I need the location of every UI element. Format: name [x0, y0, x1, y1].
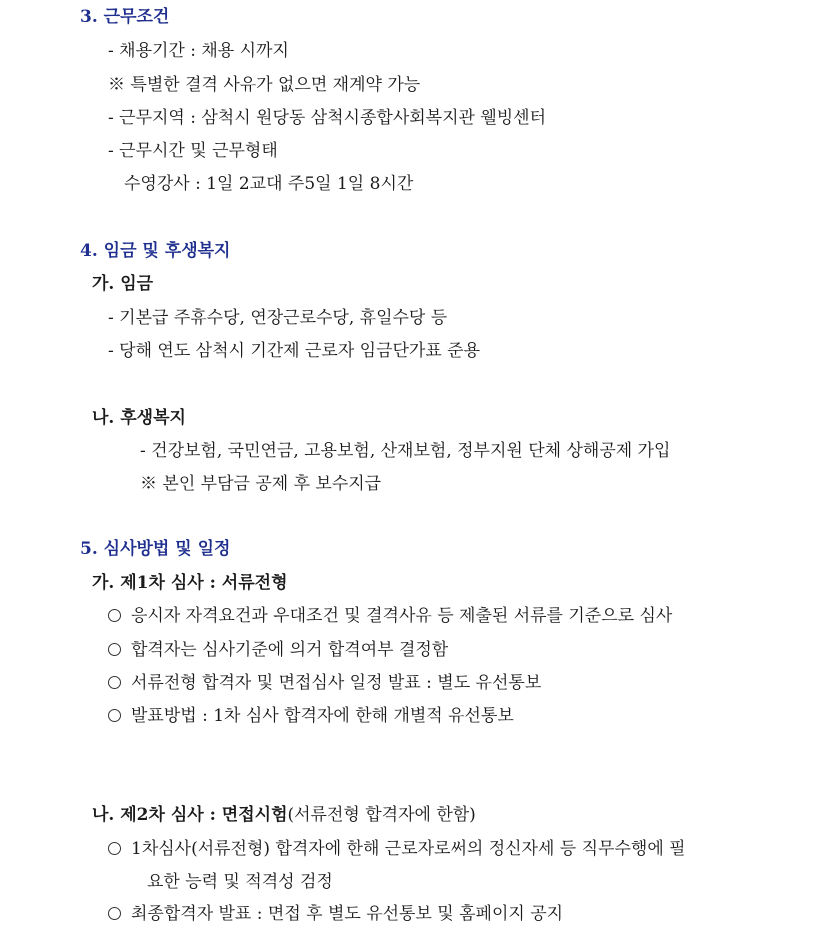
section-3-item: - 근무시간 및 근무형태	[108, 141, 278, 161]
bullet-circle-icon	[108, 676, 121, 689]
section-5-sub-b	[92, 804, 476, 826]
section-5-heading: 5. 심사방법 및 일정	[80, 539, 231, 559]
section-4-sub-a-item: - 당해 연도 삼척시 기간제 근로자 임금단가표 준용	[108, 341, 481, 361]
section-3-item: - 채용기간 : 채용 시까지	[108, 41, 289, 61]
section-5-sub-a-item	[108, 672, 541, 694]
item-text: 1차심사(서류전형) 합격자에 한해 근로자로써의 정신자세 등 직무수행에 필	[131, 839, 686, 859]
item-text: 발표방법 : 1차 심사 합격자에 한해 개별적 유선통보	[131, 706, 514, 726]
section-5-sub-a: 가. 제1차 심사 : 서류전형	[92, 573, 288, 593]
item-text: 최종합격자 발표 : 면접 후 별도 유선통보 및 홈페이지 공지	[131, 904, 564, 924]
section-3-item: - 근무지역 : 삼척시 원당동 삼척시종합사회복지관 웰빙센터	[108, 108, 547, 128]
bullet-circle-icon	[108, 709, 121, 722]
sub-b-qualifier: (서류전형 합격자에 한함)	[287, 805, 476, 825]
section-3-item-detail: 수영강사 : 1일 2교대 주5일 1일 8시간	[124, 174, 414, 194]
section-4-sub-b-item: - 건강보험, 국민연금, 고용보험, 산재보험, 정부지원 단체 상해공제 가입	[140, 441, 671, 461]
section-4-sub-a: 가. 임금	[92, 274, 154, 294]
bullet-circle-icon	[108, 609, 121, 622]
item-text: 응시자 자격요건과 우대조건 및 결격사유 등 제출된 서류를 기준으로 심사	[131, 606, 673, 626]
section-5-sub-b-item	[108, 838, 686, 860]
section-5-sub-b-item-continuation: 요한 능력 및 적격성 검정	[147, 872, 333, 892]
section-4-sub-b: 나. 후생복지	[92, 408, 186, 428]
bullet-circle-icon	[108, 907, 121, 920]
item-text: 서류전형 합격자 및 면접심사 일정 발표 : 별도 유선통보	[131, 673, 542, 693]
section-4-sub-b-note: ※ 본인 부담금 공제 후 보수지급	[140, 474, 382, 494]
bullet-circle-icon	[108, 842, 121, 855]
section-3-note: ※ 특별한 결격 사유가 없으면 재계약 가능	[108, 75, 421, 95]
section-4-heading: 4. 임금 및 후생복지	[80, 241, 231, 261]
section-5-sub-a-item	[108, 605, 672, 627]
section-3-heading: 3. 근무조건	[80, 7, 170, 27]
section-5-sub-a-item	[108, 705, 514, 727]
sub-b-title: 나. 제2차 심사 : 면접시험	[92, 805, 288, 825]
bullet-circle-icon	[108, 643, 121, 656]
section-4-sub-a-item: - 기본급 주휴수당, 연장근로수당, 휴일수당 등	[108, 308, 448, 328]
item-text: 합격자는 심사기준에 의거 합격여부 결정함	[131, 640, 449, 660]
section-5-sub-b-item	[108, 903, 563, 925]
section-5-sub-a-item	[108, 639, 448, 661]
